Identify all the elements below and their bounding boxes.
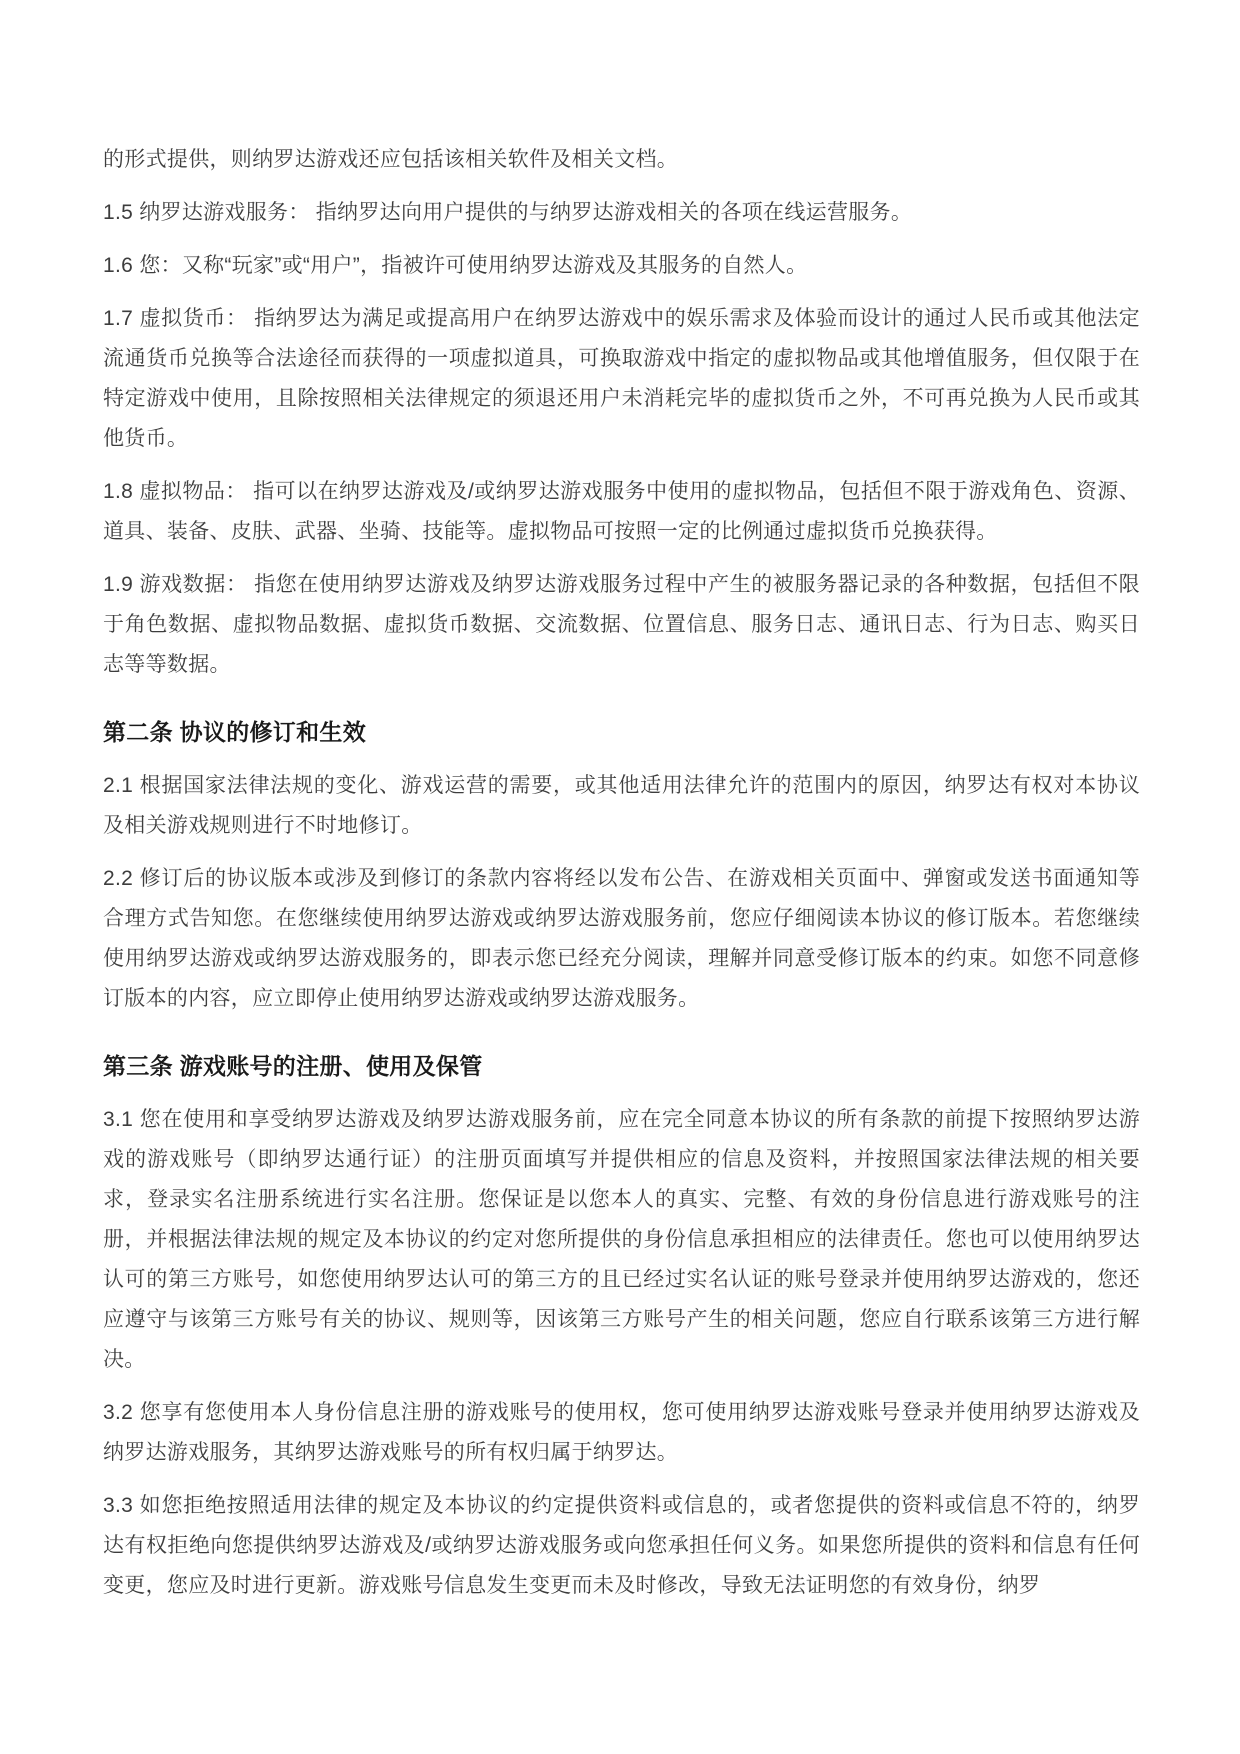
section-heading: 第三条 游戏账号的注册、使用及保管 (103, 1053, 483, 1079)
document-paragraph: 3.2 您享有您使用本人身份信息注册的游戏账号的使用权，您可使用纳罗达游戏账号登录并使用纳罗达游戏及纳罗达游戏服务，其纳罗达游戏账号的所有权归属于纳罗达。 (103, 1401, 1140, 1464)
document-paragraph: 3.1 您在使用和享受纳罗达游戏及纳罗达游戏服务前，应在完全同意本协议的所有条款的前提下按照纳罗达游戏的游戏账号（即纳罗达通行证）的注册页面填写并提供相应的信息及资料，并按照国家法律法规的相关要求，登录实名注册系统进行实名注册。您保证是以您本人的真实、完整、有效的身份信息进行游戏账号的注册，并根据法律法规的规定及本协议的约定对您所提供的身份信息承担相应的法律责任。您也可以使用纳罗达认可的第三方账号，如您使用纳罗达认可的第三方的且已经过实名认证的账号登录并使用纳罗达游戏的，您还应遵守与该第三方账号有关的协议、规则等，因该第三方账号产生的相关问题，您应自行联系该第三方进行解决。 (103, 1108, 1140, 1371)
document-paragraph: 1.7 虚拟货币： 指纳罗达为满足或提高用户在纳罗达游戏中的娱乐需求及体验而设计的通过人民币或其他法定流通货币兑换等合法途径而获得的一项虚拟道具，可换取游戏中指定的虚拟物品或其他增值服务，但仅限于在特定游戏中使用，且除按照相关法律规定的须退还用户未消耗完毕的虚拟货币之外，不可再兑换为人民币或其他货币。 (103, 307, 1140, 450)
document-paragraph: 1.5 纳罗达游戏服务： 指纳罗达向用户提供的与纳罗达游戏相关的各项在线运营服务。 (103, 201, 913, 224)
document-paragraph: 1.8 虚拟物品： 指可以在纳罗达游戏及/或纳罗达游戏服务中使用的虚拟物品，包括但不限于游戏角色、资源、道具、装备、皮肤、武器、坐骑、技能等。虚拟物品可按照一定的比例通过虚拟货币兑换获得。 (103, 480, 1140, 543)
document-paragraph: 1.6 您：又称“玩家”或“用户”，指被许可使用纳罗达游戏及其服务的自然人。 (103, 254, 808, 277)
document-paragraph: 3.3 如您拒绝按照适用法律的规定及本协议的约定提供资料或信息的，或者您提供的资料或信息不符的，纳罗达有权拒绝向您提供纳罗达游戏及/或纳罗达游戏服务或向您承担任何义务。如果您所提供的资料和信息有任何变更，您应及时进行更新。游戏账号信息发生变更而未及时修改，导致无法证明您的有效身份，纳罗 (103, 1494, 1140, 1597)
document-paragraph: 2.1 根据国家法律法规的变化、游戏运营的需要，或其他适用法律允许的范围内的原因，纳罗达有权对本协议及相关游戏规则进行不时地修订。 (103, 774, 1140, 837)
document-paragraph: 1.9 游戏数据： 指您在使用纳罗达游戏及纳罗达游戏服务过程中产生的被服务器记录的各种数据，包括但不限于角色数据、虚拟物品数据、虚拟货币数据、交流数据、位置信息、服务日志、通讯日志、行为日志、购买日志等等数据。 (103, 573, 1140, 676)
document-paragraph: 的形式提供，则纳罗达游戏还应包括该相关软件及相关文档。 (103, 148, 679, 171)
document-paragraph: 2.2 修订后的协议版本或涉及到修订的条款内容将经以发布公告、在游戏相关页面中、弹窗或发送书面通知等合理方式告知您。在您继续使用纳罗达游戏或纳罗达游戏服务前，您应仔细阅读本协议的修订版本。若您继续使用纳罗达游戏或纳罗达游戏服务的，即表示您已经充分阅读，理解并同意受修订版本的约束。如您不同意修订版本的内容，应立即停止使用纳罗达游戏或纳罗达游戏服务。 (103, 867, 1140, 1010)
document-body (103, 140, 1140, 1606)
section-heading: 第二条 协议的修订和生效 (103, 719, 366, 745)
